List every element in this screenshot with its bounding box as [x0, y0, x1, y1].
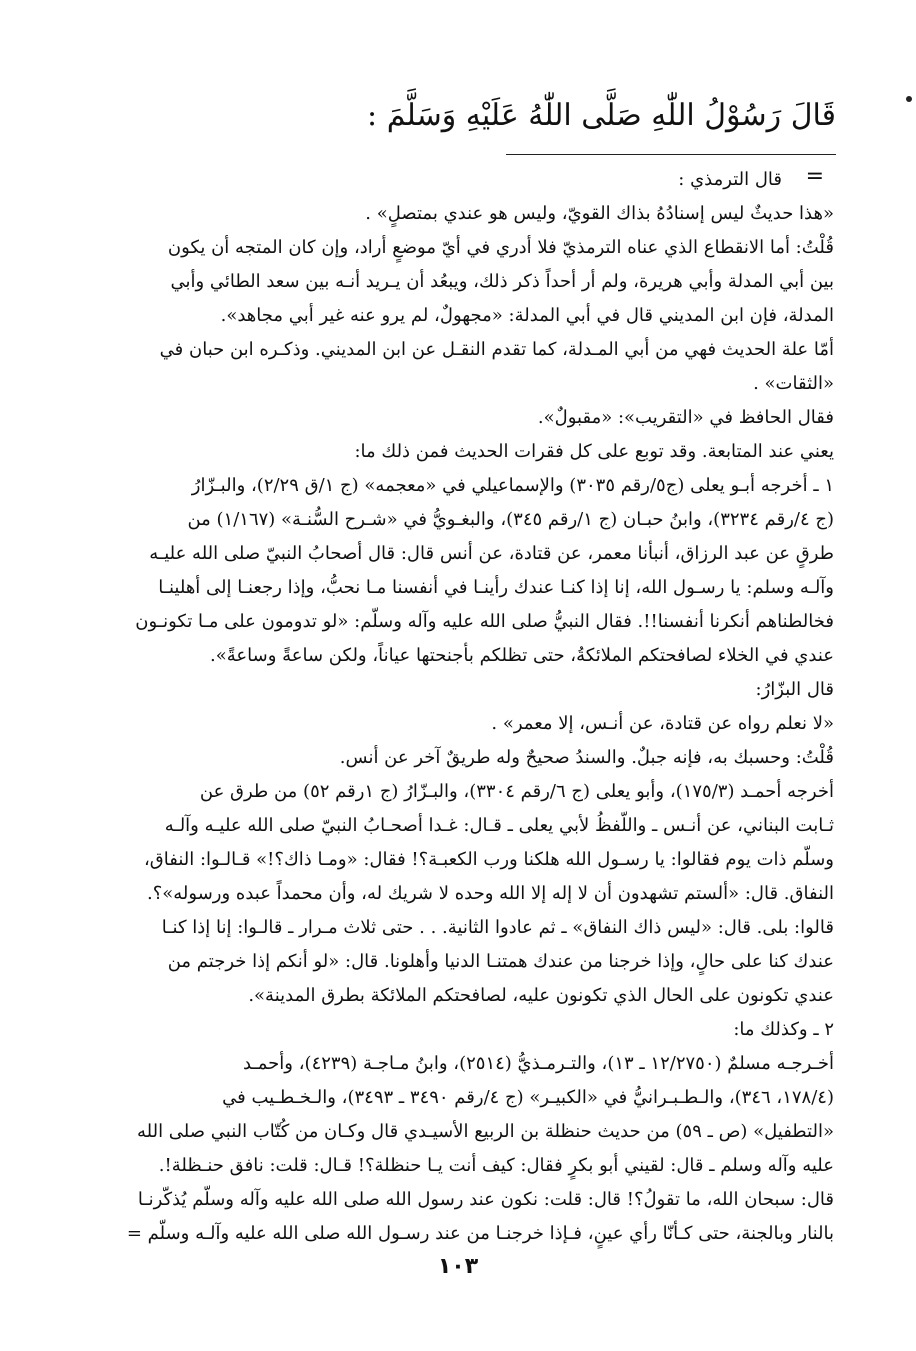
heading-underline [506, 154, 836, 155]
text-line: عندي تكونون على الحال الذي تكونون عليه، لصافحتكم الملائكة بطرق المدينة». [248, 985, 834, 1006]
text-line: قال البزّارُ: [755, 679, 834, 700]
text-line: طرقٍ عن عبد الرزاق، أنبأنا معمر، عن قتادة، عن أنس قال: قال أصحابُ النبيّ صلى الله عليـه [149, 543, 834, 564]
text-line: «لا نعلم رواه عن قتادة، عن أنـس، إلا معمر» . [491, 713, 834, 734]
text-line: «هذا حديثٌ ليس إسنادُهُ بذاك القويّ، وليس هو عندي بمتصلٍ» . [365, 203, 834, 224]
text-line: عندي في الخلاء لصافحتكم الملائكةُ، حتى تظلكم بأجنحتها عياناً، ولكن ساعةً وساعةً». [210, 645, 834, 666]
text-line: عليه وآله وسلم ـ قال: لقيني أبو بكرٍ فقال: كيف أنت يـا حنظلة؟! قـال: قلت: نافق حنـظلة!. [158, 1155, 834, 1176]
text-line: قُلْتُ: وحسبك به، فإنه جبلٌ. والسندُ صحيحٌ وله طريقٌ آخر عن أنس. [339, 747, 834, 768]
text-line: قُلْتُ: أما الانقطاع الذي عناه الترمذيّ فلا أدري في أيّ موضعٍ أراد، وإن كان المتجه أن يكون [167, 237, 834, 258]
text-line: وآلـه وسلم: يا رسـول الله، إنا إذا كنـا عندك رأينـا في أنفسنا مـا نحبُّ، وإذا رجعنـا إلى أهلينـا [158, 577, 834, 598]
text-line: ١ ـ أخرجه أبـو يعلى (ج٥/رقم ٣٠٣٥) والإسماعيلي في «معجمه» (ج ١/ق ٢/٢٩)، والبـزّارُ [191, 475, 834, 496]
text-line: أخرجه أحمـد (١٧٥/٣)، وأبو يعلى (ج ٦/رقم ٣٣٠٤)، والبـزّارُ (ج ١رقم ٥٢) من طرق عن [199, 781, 834, 802]
text-line: ٢ ـ وكذلك ما: [733, 1019, 834, 1040]
page-number: ١٠٣ [437, 1254, 479, 1279]
text-line: أخـرجـه مسلمٌ (١٢/٢٧٥٠ ـ ١٣)، والتـرمـذيُّ (٢٥١٤)، وابنُ مـاجـة (٤٢٣٩)، وأحمـد [243, 1053, 834, 1074]
text-line: فقال الحافظ في «التقريب»: «مقبولٌ». [537, 407, 834, 428]
text-line: يعني عند المتابعة. وقد توبع على كل فقرات الحديث فمن ذلك ما: [354, 441, 834, 462]
text-line: «الثقات» . [753, 373, 834, 394]
text-line: المدلة، فإن ابن المديني قال في أبي المدلة: «مجهولٌ، لم يرو عنه غير أبي مجاهد». [220, 305, 834, 326]
text-line: ثـابت البناني، عن أنـس ـ واللّفظُ لأبي يعلى ـ قـال: غـدا أصحـابُ النبيّ صلى الله عليـه وآلـه [164, 815, 834, 836]
text-line: عندك كنا على حالٍ، وإذا خرجنا من عندك همتنـا الدنيا وأهلونا. قال: «لو أنكم إذا خرجتم من [167, 951, 834, 972]
text-line: قال: سبحان الله، ما تقولُ؟! قال: قلت: نكون عند رسول الله صلى الله عليه وآله وسلّم يُذكّرنـا [137, 1189, 834, 1210]
text-line: بالنار وبالجنة، حتى كـأنّا رأي عينٍ، فـإذا خرجنـا من عند رسـول الله صلى الله عليه وآلـه وسلّم = [126, 1223, 834, 1244]
text-line: النفاق. قال: «ألستم تشهدون أن لا إله إلا الله وحده لا شريك له، وأن محمداً عبده ورسوله»؟. [146, 883, 834, 904]
text-line: (ج ٤/رقم ٣٢٣٤)، وابنُ حبـان (ج ١/رقم ٣٤٥)، والبغـويُّ في «شـرح السُّنـة» (١/١٦٧) من [187, 509, 834, 530]
text-line: «التطفيل» (ص ـ ٥٩) من حديث حنظلة بن الربيع الأسيـدي قال وكـان من كُتّاب النبي صلى الله [136, 1121, 834, 1142]
margin-dot [906, 96, 912, 102]
text-line: بين أبي المدلة وأبي هريرة، ولم أر أحداً ذكر ذلك، ويبعُد أن يـريد أنـه بين سعد الطائي وأبي [170, 271, 834, 292]
body-text [26, 163, 834, 1251]
text-line: (١٧٨/٤، ٣٤٦)، والـطـبـرانيُّ في «الكبيـر» (ج ٤/رقم ٣٤٩٠ ـ ٣٤٩٣)، والـخـطـيب في [222, 1087, 834, 1108]
text-line: قالوا: بلى. قال: «ليس ذاك النفاق» ـ ثم عادوا الثانية. . . حتى ثلاث مـرار ـ قالـوا: إنا إذا كنـا [161, 917, 834, 938]
text-line: أمّا علة الحديث فهي من أبي المـدلة، كما تقدم النقـل عن ابن المديني. وذكـره ابن حبان في [159, 339, 834, 360]
margin-mark: = [805, 164, 824, 189]
text-line: قال الترمذي : [678, 169, 782, 190]
text-line: فخالطناهم أنكرنا أنفسنا!!. فقال النبيُّ صلى الله عليه وآله وسلّم: «لو تدومون على مـا تكونـون [135, 611, 834, 632]
text-line: وسلّم ذات يوم فقالوا: يا رسـول الله هلكنا ورب الكعبـة؟! فقال: «ومـا ذاك؟!» قـالـوا: النفاق، [143, 849, 834, 870]
chapter-heading: قَالَ رَسُوْلُ اللّٰهِ صَلَّى اللّٰهُ عَلَيْهِ وَسَلَّمَ : [367, 98, 836, 133]
